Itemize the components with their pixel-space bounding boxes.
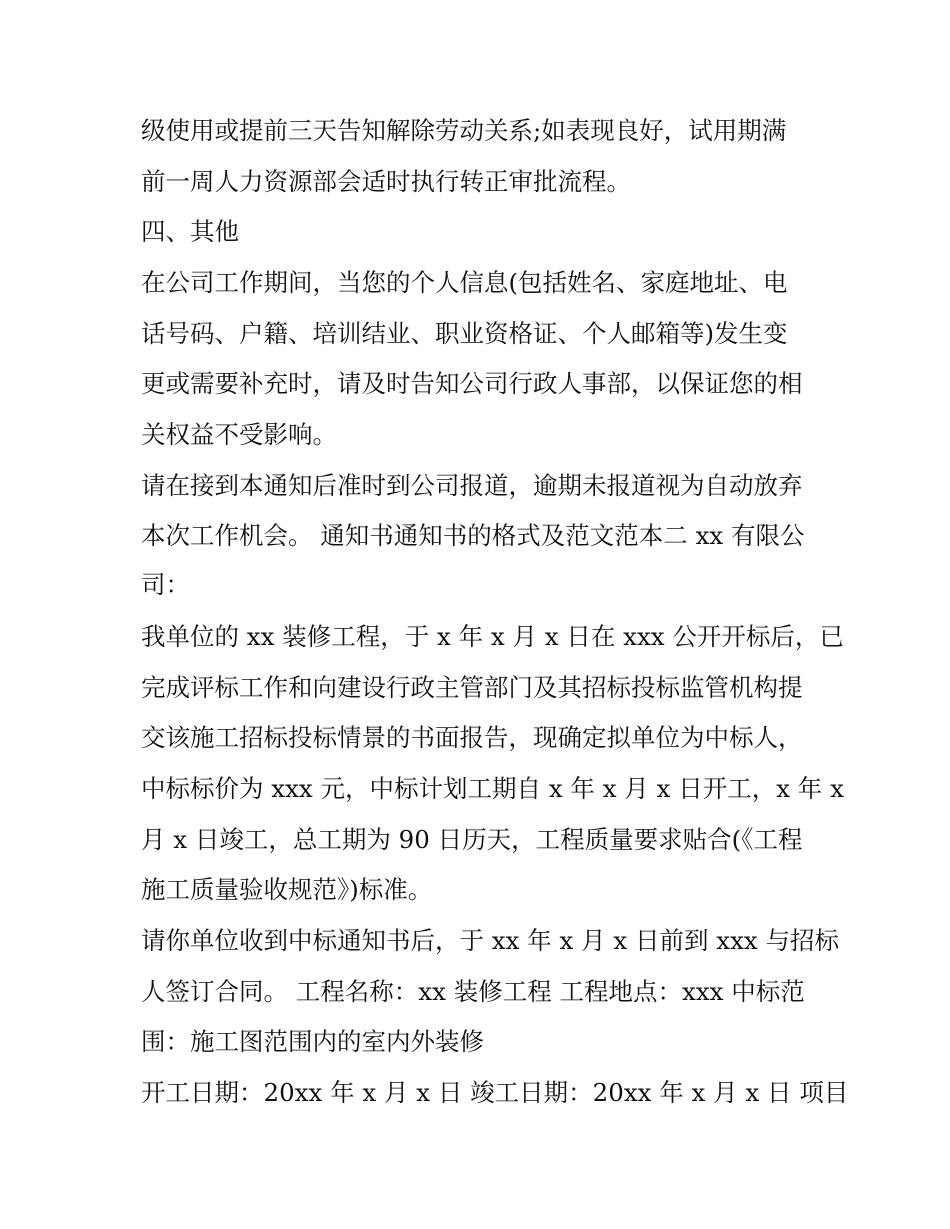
text-line: 完成评标工作和向建设行政主管部门及其招标投标监管机构提 [141,673,803,702]
text-line: 司： [141,570,190,599]
text-line: 前一周人力资源部会适时执行转正审批流程。 [141,167,631,196]
text-line: 在公司工作期间，当您的个人信息(包括姓名、家庭地址、电 [141,268,788,297]
text-line: 请你单位收到中标通知书后，于 xx 年 x 月 x 日前到 xxx 与招标 [141,926,840,955]
section-heading: 四、其他 [141,217,239,246]
text-line: 开工日期：20xx 年 x 月 x 日 竣工日期：20xx 年 x 月 x 日 项目 [141,1078,849,1107]
text-line: 更或需要补充时，请及时告知公司行政人事部，以保证您的相 [141,369,803,398]
text-line: 中标标价为 xxx 元，中标计划工期自 x 年 x 月 x 日开工，x 年 x [141,774,844,803]
text-line: 我单位的 xx 装修工程，于 x 年 x 月 x 日在 xxx 公开开标后，已 [141,622,844,651]
text-line: 级使用或提前三天告知解除劳动关系;如表现良好，试用期满 [141,116,787,145]
text-line: 交该施工招标投标情景的书面报告，现确定拟单位为中标人， [141,723,803,752]
text-line: 施工质量验收规范》)标准。 [141,875,433,904]
text-line: 关权益不受影响。 [141,420,337,449]
text-line: 人签订合同。 工程名称：xx 装修工程 工程地点：xxx 中标范 [141,977,805,1006]
text-line: 月 x 日竣工，总工期为 90 日历天，工程质量要求贴合(《工程 [141,825,803,854]
text-line: 话号码、户籍、培训结业、职业资格证、个人邮箱等)发生变 [141,319,788,348]
text-line: 围：施工图范围内的室内外装修 [141,1027,484,1056]
text-line: 请在接到本通知后准时到公司报道，逾期未报道视为自动放弃 [141,471,803,500]
text-line: 本次工作机会。 通知书通知书的格式及范文范本二 xx 有限公 [141,521,805,550]
